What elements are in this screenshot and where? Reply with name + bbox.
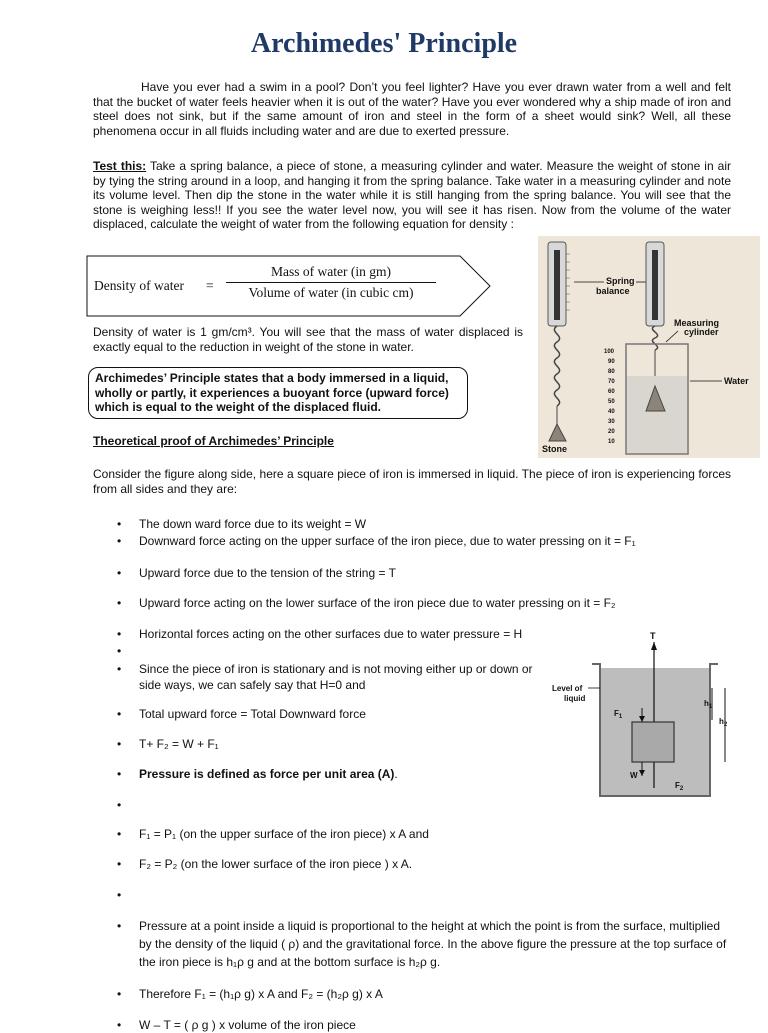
label-F2: $F_2$ — [675, 781, 684, 792]
formula-fraction — [226, 264, 436, 301]
svg-text:80: 80 — [608, 369, 615, 375]
cylinder-water — [627, 376, 687, 453]
stone-label: Stone — [542, 444, 568, 454]
principle-statement-box: Archimedes’ Principle states that a body immersed in a liquid, wholly or partly, it experiences a buoyant force (upward force) which is equal to the weight of the displaced fluid. — [88, 367, 468, 419]
svg-text:30: 30 — [608, 419, 615, 425]
bullet-weight: • The down ward force due to its weight = W — [139, 516, 549, 532]
formula-equals: = — [206, 278, 214, 293]
formula-label: Density of water — [94, 278, 184, 293]
label-F1: $F_1$ — [614, 709, 623, 720]
spring-label-2: balance — [596, 286, 630, 296]
svg-text:60: 60 — [608, 389, 615, 395]
svg-text:50: 50 — [608, 399, 615, 405]
bullet-pressure-height: • Pressure at a point inside a liquid is proportional to the height at which the point is from the surface, multiplied by the density of the liquid ( ρ) and the gravitational force. In the above figure the pressure at the top surface of the iron piece is h₁ρ g and at the bottom surface is h₂ρ g. — [139, 917, 733, 971]
test-paragraph — [93, 159, 731, 232]
page-title: Archimedes' Principle — [250, 28, 518, 59]
proof-heading: Theoretical proof of Archimedes’ Principle — [93, 434, 334, 448]
spring-balance-figure — [538, 236, 760, 458]
level-label-2: liquid — [564, 694, 586, 703]
bullet-tension: • Upward force due to the tension of the string = T — [139, 565, 549, 581]
bullet-equation: • T+ F₂ = W + F₁ — [139, 736, 549, 752]
spring-balance-right-scale — [652, 250, 658, 320]
level-label-1: Level of — [552, 684, 583, 693]
cylinder-label-1: Measuring — [674, 318, 720, 328]
svg-text:100: 100 — [604, 349, 615, 355]
bullet-stationary: • Since the piece of iron is stationary and is not moving either up or down or side ways, we can safely say that H=0 and — [139, 661, 549, 693]
label-W: W — [630, 771, 638, 780]
intro-paragraph: Have you ever had a swim in a pool? Don’t you feel lighter? Have you ever drawn water from a well and felt that the bucket of water feels heavier when it is out of the water? Have you ever wondered why a ship made of iron and steel does not sink, but if the same amount of iron and steel in the form of a sheet would sink? Well, all these phenomena occur in all fluids including water and are due to exerted pressure. — [93, 80, 731, 138]
water-label: Water — [724, 376, 749, 386]
bullet-f1-downward: • Downward force acting on the upper surface of the iron piece, due to water pressing on it = F₁ — [139, 533, 739, 549]
svg-text:10: 10 — [608, 439, 615, 445]
spring-balance-left-scale — [554, 250, 560, 320]
formula-denominator: Volume of water (in cubic cm) — [226, 282, 436, 301]
consider-paragraph: Consider the figure along side, here a square piece of iron is immersed in liquid. The piece of iron is experiencing forces from all sides and they are: — [93, 467, 731, 496]
bullet-f2-upward: • Upward force acting on the lower surface of the iron piece due to water pressing on it = F₂ — [139, 595, 739, 611]
bullet-total-force: • Total upward force = Total Downward force — [139, 706, 549, 722]
iron-block-figure — [548, 630, 738, 800]
svg-text:70: 70 — [608, 379, 615, 385]
bullet-horizontal: • Horizontal forces acting on the other surfaces due to water pressure = H — [139, 626, 549, 642]
bullet-f1-pressure: • F₁ = P₁ (on the upper surface of the iron piece) x A and — [139, 826, 739, 842]
svg-text:40: 40 — [608, 409, 615, 415]
spring-label-1: Spring — [606, 276, 635, 286]
cylinder-label-2: cylinder — [684, 327, 719, 337]
label-h1: $h_1$ — [704, 699, 713, 710]
iron-block — [632, 722, 674, 762]
pressure-definition-tail: . — [394, 767, 398, 781]
bullet-pressure-definition — [139, 766, 549, 782]
bullet-f2-pressure: • F₂ = P₂ (on the lower surface of the iron piece ) x A. — [139, 856, 739, 872]
test-label: Test this: — [93, 159, 147, 173]
pressure-definition-text: Pressure is defined as force per unit area (A) — [139, 767, 395, 781]
bullet-weight-tension: • W – T = ( ρ g ) x volume of the iron piece — [139, 1017, 739, 1033]
bullet-therefore: • Therefore F₁ = (h₁ρ g) x A and F₂ = (h₂ρ g) x A — [139, 986, 739, 1002]
label-h2: $h_2$ — [719, 717, 728, 728]
svg-text:90: 90 — [608, 359, 615, 365]
density-formula-box — [86, 255, 494, 317]
svg-text:20: 20 — [608, 429, 615, 435]
formula-numerator: Mass of water (in gm) — [271, 264, 391, 279]
tension-arrowhead — [651, 642, 657, 650]
density-note: Density of water is 1 gm/cm³. You will see that the mass of water displaced is exactly equal to the reduction in weight of the stone in water. — [93, 325, 523, 354]
test-text: Take a spring balance, a piece of stone, a measuring cylinder and water. Measure the weight of stone in air by tying the string around in a loop, and hanging it from the spring balance. Take water in a measuring cylinder and note its volume level. Then dip the stone in the water while it is still hanging from the spring balance. You will see that the stone is weighing less!! If you see the water level now, you will see it has risen. Now from the volume of the water displaced, calculate the weight of water from the following equation for density : — [93, 159, 731, 232]
label-T: T — [650, 631, 656, 641]
